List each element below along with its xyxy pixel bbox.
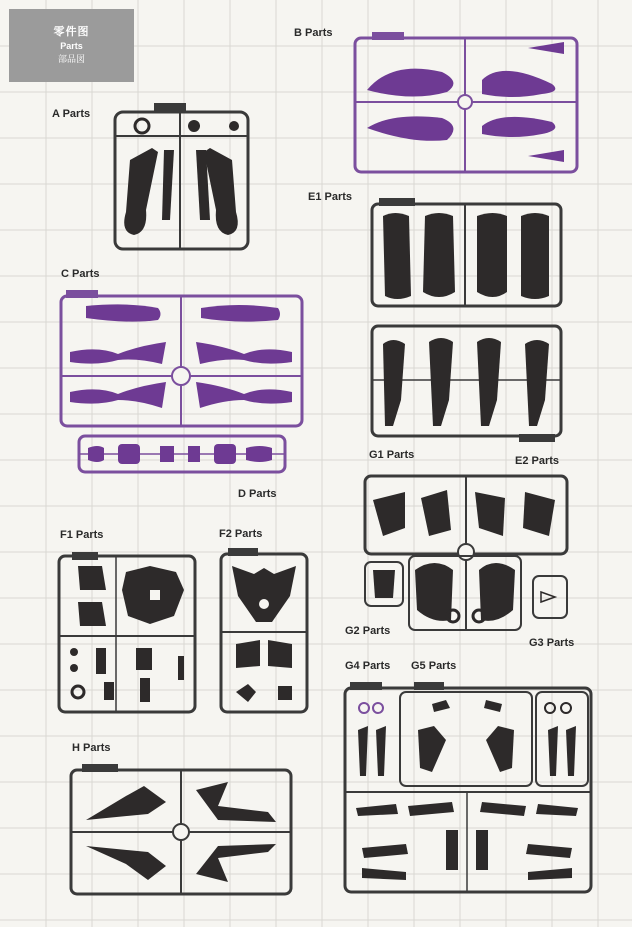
label-g5-parts: G5 Parts <box>411 660 457 672</box>
label-f1-parts: F1 Parts <box>60 529 104 541</box>
sprue-g1-g2-g3 <box>355 470 573 634</box>
header-title-en: Parts <box>60 41 83 51</box>
label-b-parts: B Parts <box>294 27 333 39</box>
sprue-e1 <box>369 196 565 310</box>
sprue-f1 <box>56 550 198 716</box>
sprue-c <box>58 288 306 430</box>
label-h-parts: H Parts <box>72 742 111 754</box>
sprue-e2 <box>369 320 565 444</box>
label-g4-parts: G4 Parts <box>345 660 391 672</box>
sprue-b <box>352 30 582 176</box>
label-g2-parts: G2 Parts <box>345 625 391 637</box>
label-g1-parts: G1 Parts <box>369 449 415 461</box>
label-e1-parts: E1 Parts <box>308 191 353 203</box>
sprue-a <box>112 100 252 252</box>
header-title-cn: 零件图 <box>53 26 90 38</box>
label-c-parts: C Parts <box>61 268 100 280</box>
label-d-parts: D Parts <box>238 488 277 500</box>
page-header <box>9 9 134 82</box>
label-f2-parts: F2 Parts <box>219 528 263 540</box>
sprue-g4-g5 <box>342 680 594 896</box>
label-e2-parts: E2 Parts <box>515 455 560 467</box>
sprue-d <box>76 432 288 476</box>
label-a-parts: A Parts <box>52 108 91 120</box>
label-g3-parts: G3 Parts <box>529 637 575 649</box>
sprue-h <box>68 762 294 898</box>
sprue-f2 <box>218 546 310 716</box>
header-title-jp: 部品図 <box>57 54 85 64</box>
